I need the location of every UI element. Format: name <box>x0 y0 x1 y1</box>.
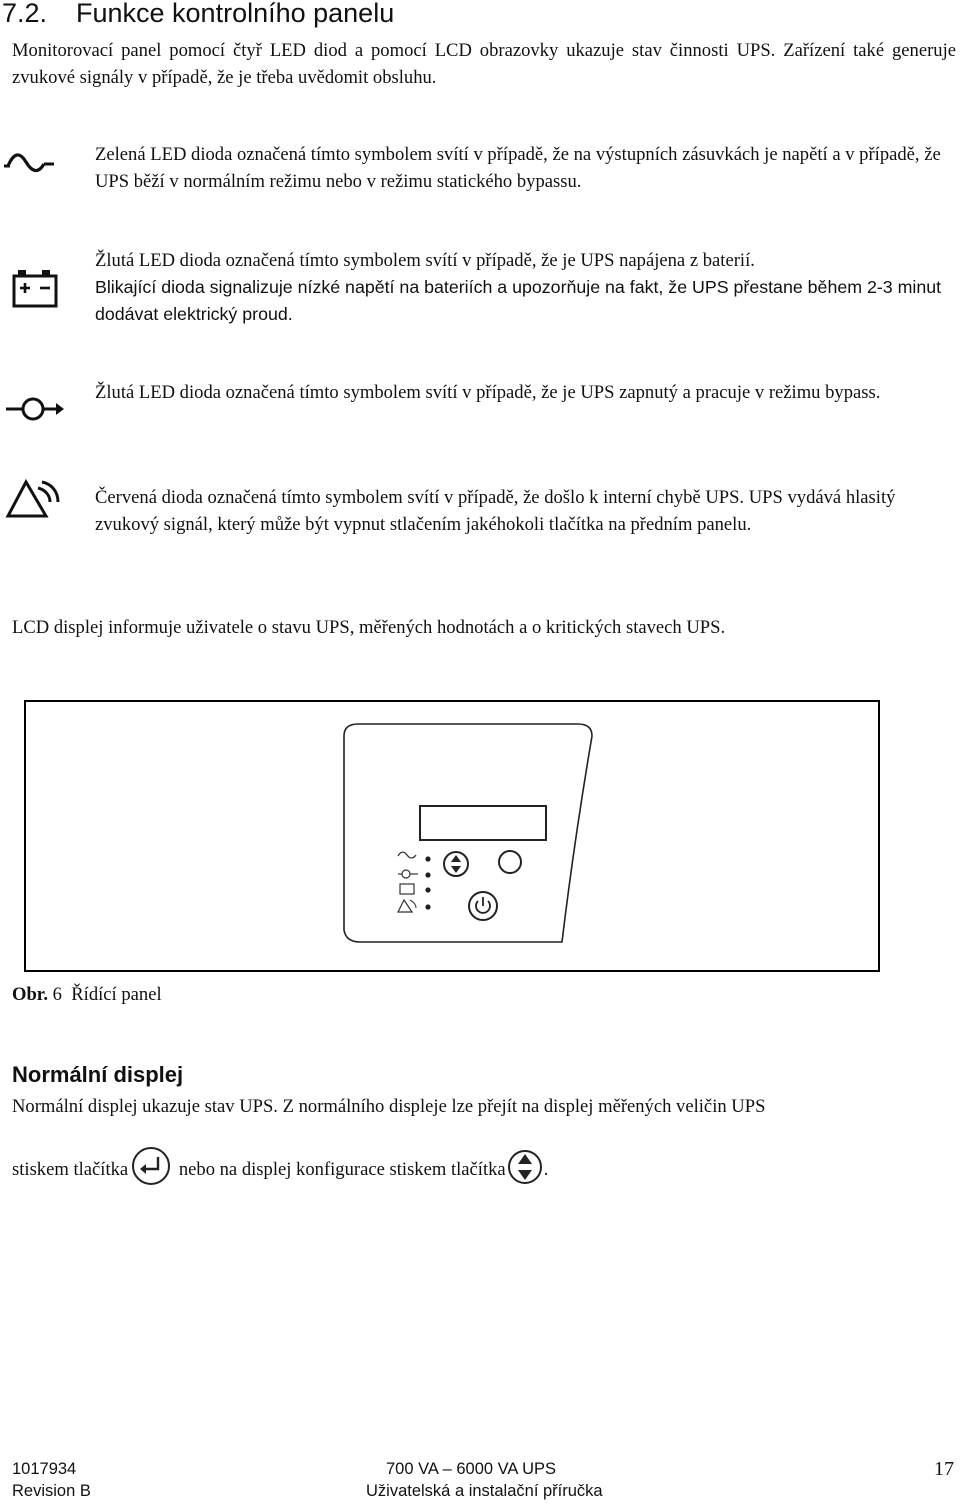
led-green-description: Zelená LED dioda označená tímto symbolem svítí v případě, že na výstupních zásuvkách je napětí a v případě, že UPS běží v normálním režimu nebo v režimu statického bypassu. <box>95 144 941 192</box>
panel-led-4 <box>425 904 430 909</box>
footer-revision: Revision B <box>12 1482 91 1500</box>
alarm-triangle-icon <box>4 478 60 520</box>
panel-led-2 <box>425 872 430 877</box>
enter-button-icon <box>128 1145 174 1187</box>
panel-enter-button <box>499 851 521 873</box>
led-battery-line1: Žlutá LED dioda označená tímto symbolem svítí v případě, že je UPS napájena z baterií. <box>95 250 755 271</box>
section-number: 7.2. <box>2 0 48 28</box>
sine-wave-icon <box>4 148 56 178</box>
led-alarm-description: Červená dioda označená tímto symbolem svítí v případě, že došlo k interní chybě UPS. UPS vydává hlasitý zvukový signál, který může být vypnut stlačením jakéhokoli tlačítka na předním panelu. <box>95 487 896 535</box>
panel-led-1 <box>425 856 430 861</box>
panel-led-3 <box>425 887 430 892</box>
lcd-description: LCD displej informuje uživatele o stavu UPS, měřených hodnotách a o kritických stavech UPS. <box>12 617 726 638</box>
normal-display-paragraph: Normální displej ukazuje stav UPS. Z normálního displeje lze přejít na displej měřených veličin UPS <box>12 1096 766 1117</box>
battery-icon <box>12 268 58 308</box>
control-panel-figure <box>24 700 880 972</box>
footer-doc-number: 1017934 <box>12 1460 77 1478</box>
led-battery-line2: Blikající dioda signalizuje nízké napětí na bateriích a upozorňuje na fakt, že UPS přestane během 2-3 minut dodávat elektrický proud. <box>95 277 942 324</box>
section-heading <box>0 0 394 29</box>
footer-product: 700 VA – 6000 VA UPS <box>386 1460 557 1478</box>
caption-number: 6 <box>52 984 62 1005</box>
footer-manual: Uživatelská a instalační příručka <box>366 1482 603 1500</box>
buttons-line-part-b: nebo na displej konfigurace stiskem tlačítka <box>178 1159 506 1180</box>
caption-text: Řídící panel <box>71 984 162 1005</box>
normal-display-heading: Normální displej <box>12 1062 184 1087</box>
figure-caption <box>12 984 162 1006</box>
section-title: Funkce kontrolního panelu <box>76 0 395 28</box>
bypass-icon <box>6 394 64 424</box>
control-panel-drawing <box>26 702 878 970</box>
page-number: 17 <box>934 1458 954 1480</box>
buttons-line-part-c: . <box>543 1159 549 1180</box>
intro-paragraph: Monitorovací panel pomocí čtyř LED diod a pomocí LCD obrazovky ukazuje stav činnosti UPS. Zařízení také generuje zvukové signály v případě, že je třeba uvědomit obsluhu. <box>12 40 956 88</box>
led-bypass-description: Žlutá LED dioda označená tímto symbolem svítí v případě, že je UPS zapnutý a pracuje v režimu bypass. <box>95 382 881 403</box>
normal-display-buttons-line <box>12 1145 548 1187</box>
buttons-line-part-a: stiskem tlačítka <box>12 1159 129 1180</box>
scroll-button-icon <box>506 1147 544 1187</box>
caption-label: Obr. <box>12 984 48 1005</box>
lcd-window <box>420 806 546 840</box>
